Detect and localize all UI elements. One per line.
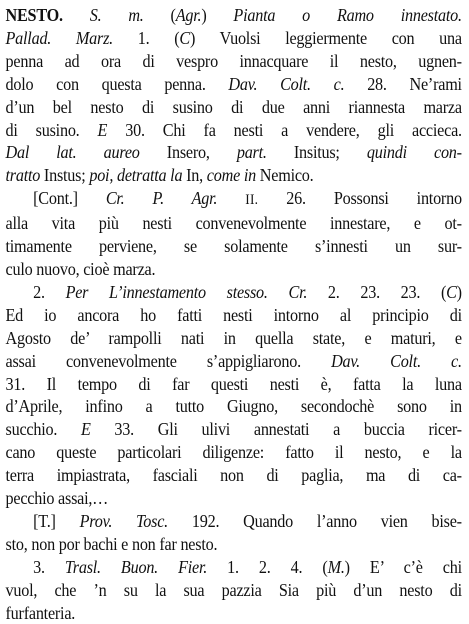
entry-line — [6, 350, 462, 373]
text-run: Insero, — [139, 142, 237, 163]
italic-text: E — [97, 119, 108, 140]
entry-line — [6, 373, 462, 396]
italic-text: Prov. Tosc. — [79, 510, 169, 531]
text-run: 26. Possonsi intorno — [258, 188, 462, 209]
text-run: ) — [456, 281, 462, 302]
text-run: Ed io ancora ho fatti nesti intorno al principio di — [5, 304, 462, 325]
text-run: 3. — [33, 556, 65, 577]
entry-line — [6, 212, 462, 235]
entry-line — [6, 258, 462, 281]
italic-text: C — [446, 281, 457, 302]
text-run: 31. Il tempo di far questi nesti è, fatta la luna — [5, 373, 462, 394]
entry-line — [6, 187, 462, 212]
text-run: furfanteria. — [5, 602, 76, 623]
italic-text: S. m. — [89, 5, 144, 25]
italic-text: M. — [327, 556, 345, 577]
text-run: Agosto de’ rampolli nati in quella state, e maturi, e — [5, 327, 462, 348]
entry-line — [6, 27, 462, 50]
entry-line — [6, 395, 462, 418]
text-run: 1. ( — [112, 27, 180, 48]
text-run: di susino. — [5, 119, 98, 140]
text-run: ( — [143, 5, 176, 25]
italic-text: E — [80, 419, 91, 440]
entry-line — [6, 4, 462, 27]
text-run: [Cont.] — [33, 188, 106, 209]
entry-line — [6, 487, 462, 510]
italic-text: poi, detratta la — [89, 165, 183, 186]
text-run: 30. Chi fa nesti a vendere, gli accieca. — [107, 119, 462, 140]
entry-line — [6, 281, 462, 304]
text-run: 2. — [33, 281, 66, 302]
text-run: 2. 23. 23. ( — [307, 281, 447, 302]
text-run: timamente perviene, se solamente s’innesti un sur- — [5, 236, 462, 257]
entry-line — [6, 50, 462, 73]
text-run: Insitus; — [266, 142, 367, 163]
text-run: II. — [245, 192, 259, 209]
entry-line — [6, 533, 462, 556]
entry-line — [6, 235, 462, 258]
entry-line — [6, 556, 462, 579]
italic-text: Dav. Colt. c. — [228, 73, 345, 94]
text-run: penna ad ora di vespro innacquare il nesto, ugnen- — [5, 50, 462, 71]
italic-text: Trasl. Buon. Fier. — [64, 556, 208, 577]
headword: NESTO. — [5, 5, 63, 25]
entry-line — [6, 602, 462, 624]
entry-line — [6, 441, 462, 464]
text-run: culo nuovo, cioè marza. — [5, 258, 156, 279]
italic-text: C — [179, 27, 190, 48]
italic-text: Cr. P. Agr. — [105, 188, 218, 209]
text-run — [63, 5, 90, 25]
italic-text: Dal lat. aureo — [5, 142, 140, 163]
entry-line — [6, 304, 462, 327]
text-run: ) — [201, 5, 234, 25]
text-run: terra impiastrata, fasciali non di paglia, ma di ca- — [5, 465, 462, 486]
text-run: 1. 2. 4. ( — [207, 556, 328, 577]
entry-line — [6, 119, 462, 142]
text-run: d’un bel nesto di susino di due anni riannesta marza — [5, 96, 462, 117]
text-run: succhio. — [5, 419, 81, 440]
text-run: Nemico. — [255, 165, 314, 186]
text-run — [268, 282, 289, 302]
entry-line — [6, 510, 462, 533]
text-run: dolo con questa penna. — [5, 73, 229, 94]
text-run — [217, 188, 245, 208]
text-run: cano queste particolari diligenze: fatto il nesto, e la — [5, 442, 462, 463]
italic-text: Pallad. Marz. — [5, 27, 113, 48]
italic-text: Dav. Colt. c. — [331, 350, 462, 371]
text-run: sto, non por bachi e non far nesto. — [5, 533, 218, 554]
italic-text: tratto — [5, 165, 41, 186]
text-run: assai convenevolmente s’appigliarono. — [5, 350, 332, 371]
entry-line — [6, 73, 462, 96]
text-run: In, — [182, 165, 207, 186]
entry-line — [6, 418, 462, 441]
italic-text: Per L’innestamento stesso. — [65, 281, 268, 302]
text-run: pecchio assai,… — [5, 488, 109, 509]
text-run: alla vita più nesti convenevolmente innestare, e ot- — [5, 213, 462, 234]
entry-line — [6, 141, 462, 164]
text-run: 33. Gli ulivi annestati a buccia ricer- — [90, 419, 462, 440]
text-run: ) E’ c’è chi — [344, 556, 462, 577]
italic-text: Cr. — [288, 281, 308, 302]
entry-line — [6, 464, 462, 487]
text-run: [T.] — [33, 510, 80, 531]
italic-text: come in — [206, 165, 256, 186]
text-run: vuol, che ’n su la sua pazzia Sia più d’un nesto di — [5, 579, 462, 600]
entry-line — [6, 96, 462, 119]
text-run: 28. Ne’rami — [344, 73, 462, 94]
text-run: d’Aprile, infino a tutto Giugno, secondochè sono in — [5, 396, 462, 417]
italic-text: Agr. — [175, 5, 202, 25]
italic-text: part. — [236, 142, 267, 163]
entry-line — [6, 164, 462, 187]
entry-line — [6, 327, 462, 350]
text-run: Instus; — [40, 165, 90, 186]
text-run: 192. Quando l’anno vien bise- — [168, 510, 462, 531]
entry-line — [6, 579, 462, 602]
text-run: ) Vuolsi leggiermente con una — [189, 27, 462, 48]
italic-text: quindi con- — [366, 142, 462, 163]
italic-text: Pianta o Ramo innestato. — [233, 5, 462, 25]
